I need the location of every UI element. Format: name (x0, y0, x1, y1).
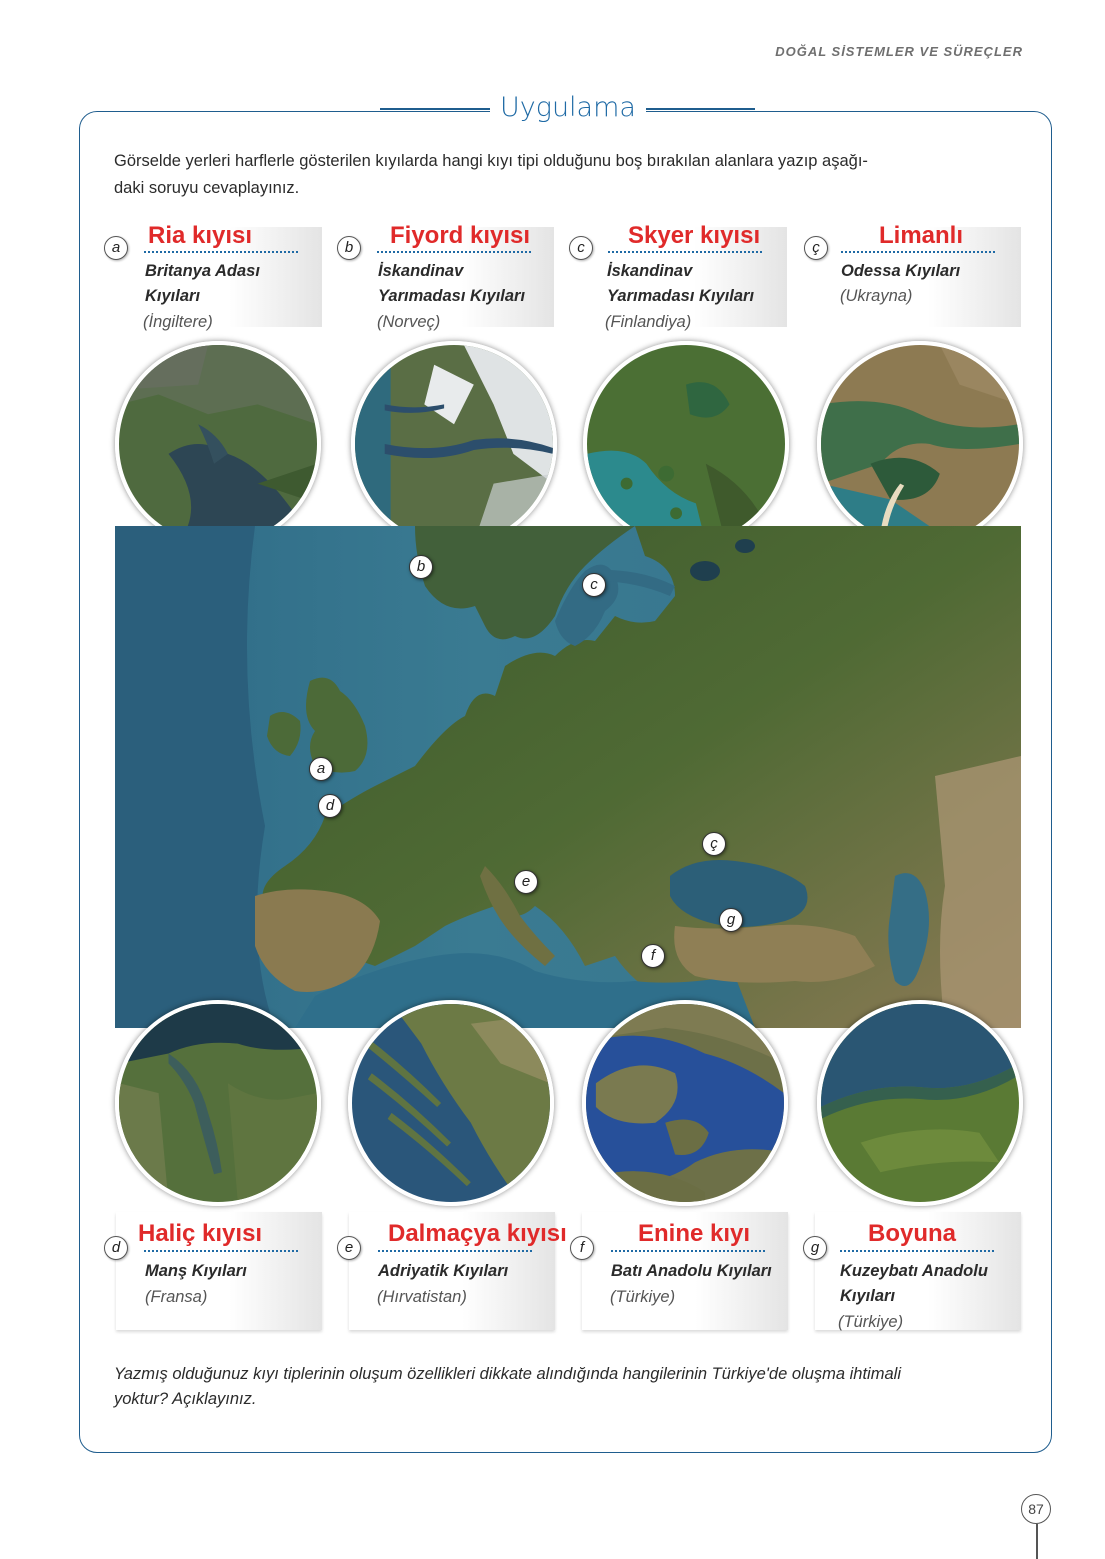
answer-line-f (611, 1250, 765, 1252)
country-cc: (Ukrayna) (840, 287, 913, 305)
section-header: DOĞAL SİSTEMLER VE SÜREÇLER (775, 44, 1023, 59)
map-pin-cc[interactable]: ç (702, 832, 726, 856)
europe-satellite-map (115, 526, 1021, 1028)
lagoon-coast-image (817, 341, 1023, 547)
answer-f[interactable]: Enine kıyı (638, 1220, 751, 1247)
country-e: (Hırvatistan) (377, 1288, 467, 1306)
card-letter-c: c (569, 236, 593, 260)
place-d-line1: Manş Kıyıları (145, 1262, 247, 1280)
country-d: (Fransa) (145, 1288, 208, 1306)
answer-a[interactable]: Ria kıyısı (148, 222, 253, 249)
place-g (840, 1259, 1040, 1309)
map-pin-a[interactable]: a (309, 757, 333, 781)
place-a-line1: Britanya Adası (145, 262, 260, 280)
card-letter-d: d (104, 1236, 128, 1260)
longitudinal-coast-image (817, 1000, 1023, 1206)
map-pin-b[interactable]: b (409, 555, 433, 579)
place-cc (841, 259, 1041, 284)
country-a: (İngiltere) (143, 313, 213, 331)
card-letter-e: e (337, 1236, 361, 1260)
place-f-line1: Batı Anadolu Kıyıları (611, 1262, 772, 1280)
answer-line-a (144, 251, 298, 253)
activity-title: Uygulama (490, 92, 646, 123)
estuary-coast-image (115, 1000, 321, 1206)
transverse-coast-image (582, 1000, 788, 1206)
answer-line-d (144, 1250, 298, 1252)
card-letter-b: b (337, 236, 361, 260)
answer-line-g (840, 1250, 994, 1252)
answer-g[interactable]: Boyuna (868, 1220, 957, 1247)
card-letter-cc: ç (804, 236, 828, 260)
place-c-line1: İskandinav (607, 262, 693, 280)
answer-line-cc (841, 251, 995, 253)
question-line-2: yoktur? Açıklayınız. (114, 1390, 257, 1408)
card-letter-g: g (803, 1236, 827, 1260)
answer-line-b (377, 251, 531, 253)
place-e (378, 1259, 578, 1284)
place-cc-line1: Odessa Kıyıları (841, 262, 961, 280)
country-g: (Türkiye) (838, 1313, 904, 1331)
dalmatian-coast-image (348, 1000, 554, 1206)
country-f: (Türkiye) (610, 1288, 676, 1306)
place-e-line1: Adriyatik Kıyıları (378, 1262, 509, 1280)
question-line-1: Yazmış olduğunuz kıyı tiplerinin oluşum özellikleri dikkate alındığında hangilerinin Türkiye'de oluşma ihtimali (114, 1365, 901, 1383)
place-g-line1: Kuzeybatı Anadolu (840, 1262, 988, 1280)
question-text (114, 1362, 1014, 1412)
answer-d[interactable]: Haliç kıyısı (138, 1220, 263, 1247)
country-b: (Norveç) (377, 313, 441, 331)
place-c (607, 259, 807, 309)
intro-line-1: Görselde yerleri harflerle gösterilen kıyılarda hangi kıyı tipi olduğunu boş bırakılan alanlara yazıp aşağı- (114, 152, 868, 170)
place-b-line1: İskandinav (378, 262, 464, 280)
title-rule-right (635, 108, 755, 110)
skerry-coast-image (583, 341, 789, 547)
map-pin-f[interactable]: f (641, 944, 665, 968)
place-f (611, 1259, 811, 1284)
map-pin-d[interactable]: d (318, 794, 342, 818)
card-letter-f: f (570, 1236, 594, 1260)
intro-line-2: daki soruyu cevaplayınız. (114, 179, 300, 197)
answer-b[interactable]: Fiyord kıyısı (390, 222, 531, 249)
answer-line-e (378, 1250, 532, 1252)
place-b (378, 259, 578, 309)
fjord-coast-image (351, 341, 557, 547)
answer-line-c (608, 251, 762, 253)
title-rule-left (380, 108, 490, 110)
map-pin-e[interactable]: e (514, 870, 538, 894)
page-number-rule (1036, 1524, 1038, 1559)
place-g-line2: Kıyıları (840, 1287, 896, 1305)
place-c-line2: Yarımadası Kıyıları (607, 287, 755, 305)
map-pin-c[interactable]: c (582, 573, 606, 597)
map-pin-g[interactable]: g (719, 908, 743, 932)
card-letter-a: a (104, 236, 128, 260)
answer-e[interactable]: Dalmaçya kıyısı (388, 1220, 567, 1247)
answer-c[interactable]: Skyer kıyısı (628, 222, 761, 249)
ria-coast-image (115, 341, 321, 547)
place-a (145, 259, 345, 309)
place-b-line2: Yarımadası Kıyıları (378, 287, 526, 305)
country-c: (Finlandiya) (605, 313, 692, 331)
answer-cc[interactable]: Limanlı (879, 222, 964, 249)
place-d (145, 1259, 345, 1284)
page-number: 87 (1021, 1494, 1051, 1524)
intro-text (114, 148, 1014, 202)
place-a-line2: Kıyıları (145, 287, 201, 305)
